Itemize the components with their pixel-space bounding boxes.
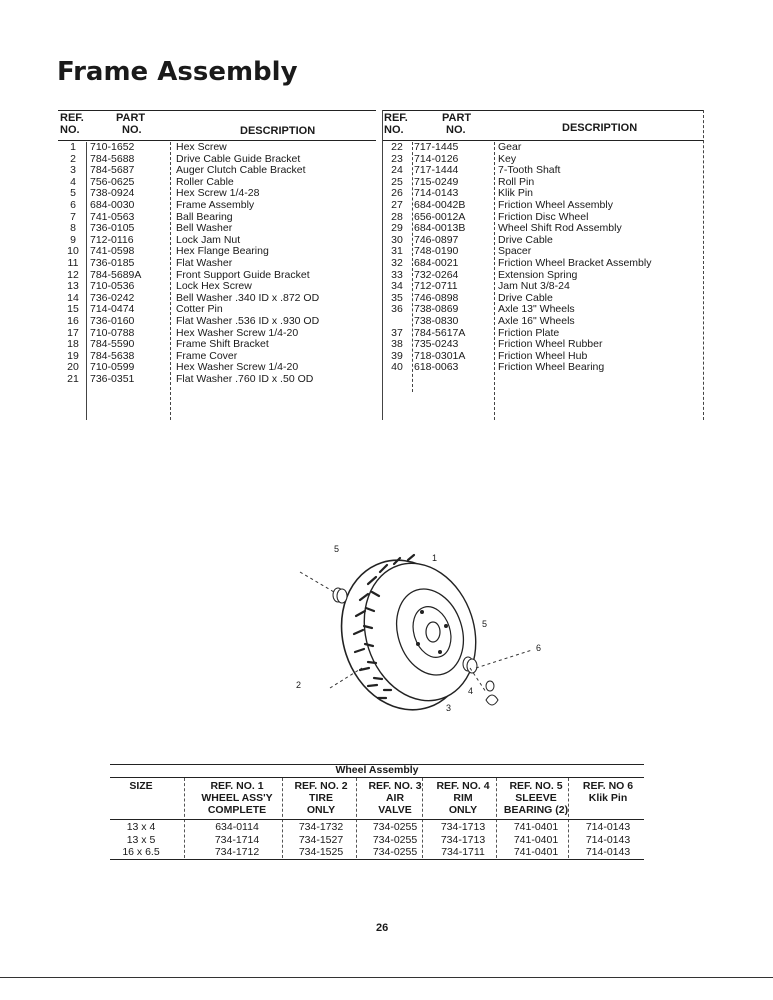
part-no-cell: 656-0012A: [414, 210, 466, 223]
ref-no-cell: 16: [67, 314, 79, 327]
description-cell: 7-Tooth Shaft: [498, 164, 561, 177]
description-cell: Frame Shift Bracket: [176, 338, 269, 351]
callout-label: 1: [432, 553, 438, 563]
part-no-cell: 710-0599: [90, 361, 135, 374]
table-cell: 13 x 5: [126, 833, 156, 846]
ref-no-cell: 23: [391, 152, 403, 165]
column-header: REF. NO. 4 RIM ONLY: [436, 780, 490, 816]
description-cell: Auger Clutch Cable Bracket: [176, 164, 306, 177]
part-no-cell: 784-5638: [90, 349, 135, 362]
ref-no-cell: 22: [391, 141, 403, 153]
description-cell: Cotter Pin: [176, 303, 223, 316]
description-header: DESCRIPTION: [240, 125, 316, 137]
ref-no-header: REF. NO.: [384, 112, 408, 136]
description-header: DESCRIPTION: [562, 122, 638, 134]
ref-no-cell: 13: [67, 280, 79, 293]
description-cell: Friction Disc Wheel: [498, 210, 589, 223]
ref-no-cell: 18: [67, 338, 79, 351]
part-no-cell: 738-0869: [414, 303, 459, 316]
part-no-cell: 714-0474: [90, 303, 135, 316]
ref-no-cell: 30: [391, 233, 403, 246]
description-cell: Hex Screw: [176, 141, 227, 153]
ref-no-cell: 27: [391, 198, 403, 211]
ref-no-cell: 29: [391, 222, 403, 235]
description-cell: Frame Cover: [176, 349, 238, 362]
ref-no-cell: 10: [67, 245, 79, 258]
part-no-cell: 684-0042B: [414, 198, 466, 211]
part-no-header: PART NO.: [116, 112, 146, 136]
part-no-cell: 732-0264: [414, 268, 459, 281]
table-cell: 13 x 4: [126, 821, 156, 833]
ref-no-cell: 34: [391, 280, 403, 293]
part-no-cell: 748-0190: [414, 245, 459, 258]
part-no-header: PART NO.: [442, 112, 472, 136]
description-cell: Hex Washer Screw 1/4-20: [176, 361, 299, 374]
ref-no-cell: 20: [67, 361, 79, 374]
table-cell: 714-0143: [585, 833, 631, 846]
description-cell: Axle 13" Wheels: [498, 303, 575, 316]
table-cell: 734-1713: [440, 833, 486, 846]
description-cell: Front Support Guide Bracket: [176, 268, 310, 281]
description-cell: Hex Screw 1/4-28: [176, 187, 260, 200]
table-cell: 734-0255: [372, 833, 418, 846]
table-rule: [110, 859, 644, 860]
column-divider: [170, 142, 171, 420]
description-cell: Roll Pin: [498, 175, 535, 188]
page-title: Frame Assembly: [57, 57, 298, 87]
table-cell: 741-0401: [513, 846, 559, 858]
description-cell: Flat Washer .760 ID x .50 OD: [176, 372, 314, 385]
description-cell: Wheel Shift Rod Assembly: [498, 222, 622, 235]
part-no-cell: 746-0898: [414, 291, 459, 304]
part-no-cell: 710-1652: [90, 141, 135, 153]
description-cell: Ball Bearing: [176, 210, 233, 223]
callout-label: 5: [334, 544, 340, 554]
description-cell: Friction Wheel Rubber: [498, 338, 603, 351]
ref-no-cell: 24: [391, 164, 403, 177]
description-cell: Friction Plate: [498, 326, 560, 339]
part-no-cell: 736-0242: [90, 291, 135, 304]
part-no-cell: 718-0301A: [414, 349, 466, 362]
table-cell: 714-0143: [585, 846, 631, 858]
description-cell: Drive Cable: [498, 291, 553, 304]
parts-table-left: [58, 110, 376, 426]
part-no-cell: 714-0143: [414, 187, 459, 200]
part-no-cell: 684-0013B: [414, 222, 466, 235]
column-divider: [184, 778, 185, 858]
callout-label: 3: [446, 703, 452, 713]
callout-label: 6: [536, 643, 542, 653]
table-cell: 734-1714: [214, 833, 260, 846]
ref-no-cell: 14: [67, 291, 79, 304]
part-no-cell: 736-0160: [90, 314, 135, 327]
part-no-cell: 746-0897: [414, 233, 459, 246]
table-rule: [110, 819, 644, 820]
part-no-cell: 717-1444: [414, 164, 459, 177]
part-no-cell: 784-5590: [90, 338, 135, 351]
ref-no-cell: 37: [391, 326, 403, 339]
callout-label: 2: [296, 680, 302, 690]
description-cell: Friction Wheel Hub: [498, 349, 588, 362]
ref-no-cell: 38: [391, 338, 403, 351]
ref-no-cell: 28: [391, 210, 403, 223]
description-cell: Lock Jam Nut: [176, 233, 241, 246]
description-cell: Drive Cable: [498, 233, 553, 246]
ref-no-cell: 8: [70, 222, 76, 235]
column-divider: [86, 142, 87, 420]
ref-no-header: REF. NO.: [60, 112, 84, 136]
description-cell: Bell Washer .340 ID x .872 OD: [176, 291, 320, 304]
ref-no-cell: 4: [70, 175, 76, 188]
ref-no-cell: 5: [70, 187, 76, 200]
ref-no-cell: 25: [391, 175, 403, 188]
description-cell: Frame Assembly: [176, 198, 255, 211]
description-cell: Spacer: [498, 245, 532, 258]
column-divider: [494, 142, 495, 420]
part-no-cell: 715-0249: [414, 175, 459, 188]
description-cell: Key: [498, 152, 517, 165]
table-cell: 714-0143: [585, 821, 631, 833]
table-cell: 734-0255: [372, 846, 418, 858]
wheel-illustration: [280, 540, 560, 720]
description-cell: Flat Washer: [176, 256, 233, 269]
part-no-cell: 736-0105: [90, 222, 135, 235]
ref-no-cell: 15: [67, 303, 79, 316]
table-cell: 16 x 6.5: [122, 846, 160, 858]
ref-no-cell: 31: [391, 245, 403, 258]
part-no-cell: 784-5617A: [414, 326, 466, 339]
ref-no-cell: 11: [67, 256, 79, 269]
column-divider: [703, 110, 704, 420]
table-rule: [110, 777, 644, 778]
table-cell: 734-1712: [214, 846, 260, 858]
description-cell: Jam Nut 3/8-24: [498, 280, 570, 293]
table-cell: 734-1527: [298, 833, 344, 846]
wheel-exploded-diagram: [280, 540, 560, 720]
ref-no-cell: 40: [391, 361, 403, 374]
description-cell: Gear: [498, 141, 522, 153]
wheel-assembly-table: [110, 764, 644, 864]
table-cell: 634-0114: [215, 821, 259, 833]
table-top-rule: [58, 110, 376, 111]
description-cell: Extension Spring: [498, 268, 578, 281]
description-cell: Drive Cable Guide Bracket: [176, 152, 301, 165]
description-cell: Hex Washer Screw 1/4-20: [176, 326, 299, 339]
part-no-cell: 784-5689A: [90, 268, 142, 281]
description-cell: Bell Washer: [176, 222, 233, 235]
ref-no-cell: 32: [391, 256, 403, 269]
table-cell: 734-1711: [441, 846, 485, 858]
part-no-cell: 736-0351: [90, 372, 135, 385]
part-no-cell: 735-0243: [414, 338, 459, 351]
ref-no-cell: 9: [70, 233, 76, 246]
ref-no-cell: 3: [70, 164, 76, 177]
ref-no-cell: 17: [67, 326, 79, 339]
column-header: REF. NO. 2 TIRE ONLY: [294, 780, 348, 816]
ref-no-cell: 35: [391, 291, 403, 304]
part-no-cell: 712-0116: [90, 233, 134, 246]
part-no-cell: 738-0924: [90, 187, 135, 200]
column-divider: [382, 110, 383, 420]
ref-no-cell: 2: [70, 152, 76, 165]
part-no-cell: 712-0711: [414, 280, 458, 293]
ref-no-cell: 1: [70, 141, 76, 153]
description-cell: Lock Hex Screw: [176, 280, 252, 293]
ref-no-cell: 36: [391, 303, 403, 316]
part-no-cell: 717-1445: [414, 141, 459, 153]
part-no-cell: 736-0185: [90, 256, 135, 269]
part-no-cell: 618-0063: [414, 361, 459, 374]
ref-no-cell: 12: [67, 268, 79, 281]
table-cell: 741-0401: [513, 821, 559, 833]
table-cell: 734-1525: [298, 846, 344, 858]
column-header: REF. NO. 3 AIR VALVE: [368, 780, 422, 816]
wheel-table-title: Wheel Assembly: [335, 764, 419, 776]
table-cell: 734-1713: [440, 821, 486, 833]
table-cell: 734-1732: [298, 821, 344, 833]
part-no-cell: 684-0030: [90, 198, 135, 211]
part-no-cell: 756-0625: [90, 175, 135, 188]
table-top-rule: [382, 110, 704, 111]
ref-no-cell: 6: [70, 198, 76, 211]
description-cell: Friction Wheel Bracket Assembly: [498, 256, 652, 269]
column-header: REF. NO 6 Klik Pin: [582, 780, 634, 804]
description-cell: Friction Wheel Assembly: [498, 198, 613, 211]
table-cell: 741-0401: [513, 833, 559, 846]
ref-no-cell: 19: [67, 349, 79, 362]
ref-no-cell: 26: [391, 187, 403, 200]
part-no-cell: 710-0536: [90, 280, 135, 293]
table-cell: 734-0255: [372, 821, 418, 833]
column-divider: [356, 778, 357, 858]
description-cell: Hex Flange Bearing: [176, 245, 269, 258]
description-cell: Friction Wheel Bearing: [498, 361, 605, 374]
column-header: SIZE: [129, 780, 153, 792]
description-cell: Roller Cable: [176, 175, 234, 188]
callout-label: 4: [468, 686, 474, 696]
column-divider: [412, 142, 413, 392]
page-bottom-rule: [0, 977, 773, 978]
description-cell: Axle 16" Wheels: [498, 314, 575, 327]
part-no-cell: 741-0563: [90, 210, 135, 223]
part-no-cell: 738-0830: [414, 314, 459, 327]
ref-no-cell: 33: [391, 268, 403, 281]
part-no-cell: 714-0126: [414, 152, 459, 165]
part-no-cell: 784-5688: [90, 152, 135, 165]
part-no-cell: 784-5687: [90, 164, 135, 177]
ref-no-cell: 39: [391, 349, 403, 362]
page-number: 26: [376, 922, 389, 934]
callout-label: 5: [482, 619, 488, 629]
column-header: REF. NO. 1 WHEEL ASS'Y COMPLETE: [201, 780, 273, 816]
description-cell: Flat Washer .536 ID x .930 OD: [176, 314, 320, 327]
column-header: REF. NO. 5 SLEEVE BEARING (2): [503, 780, 569, 816]
description-cell: Klik Pin: [498, 187, 534, 200]
part-no-cell: 710-0788: [90, 326, 135, 339]
ref-no-cell: 7: [70, 210, 76, 223]
part-no-cell: 684-0021: [414, 256, 459, 269]
ref-no-cell: 21: [67, 372, 79, 385]
parts-table-right: [382, 110, 704, 426]
part-no-cell: 741-0598: [90, 245, 135, 258]
